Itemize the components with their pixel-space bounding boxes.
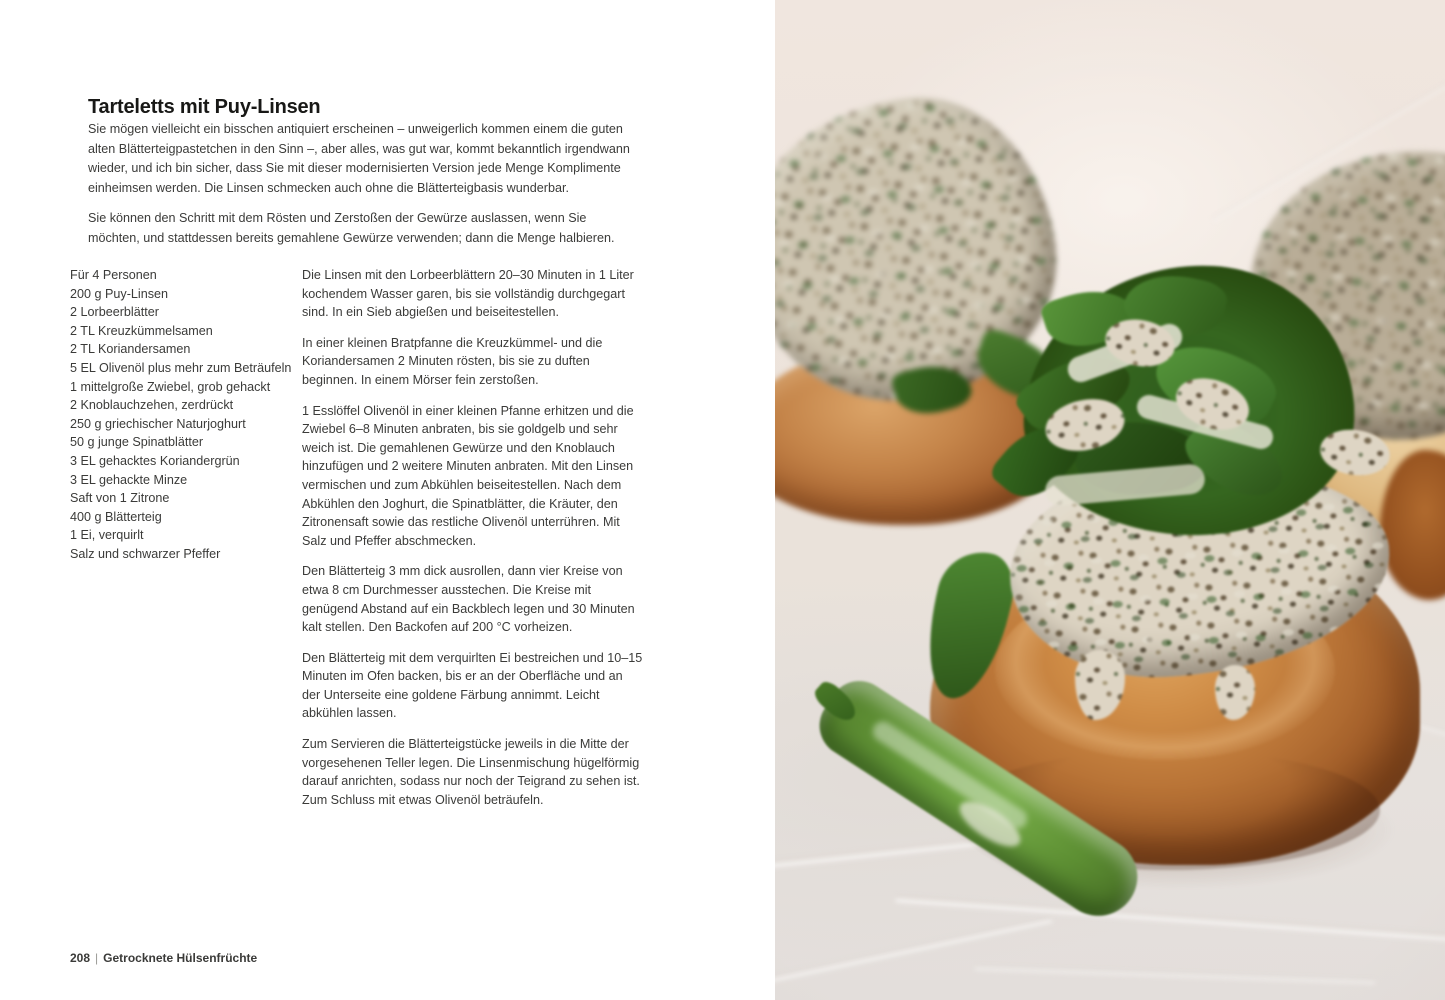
method-paragraph: Den Blätterteig mit dem verquirlten Ei bestreichen und 10–15 Minuten im Ofen backen, bis er an der Oberfläche und an der Unterseite eine goldene Färbung annimmt. Leicht abkühlen lassen. [302,650,643,721]
ingredients-column [70,266,298,564]
ingredient-item: 2 Lorbeerblätter [70,305,159,320]
servings-line: Für 4 Personen [70,268,157,282]
method-paragraph: Zum Servieren die Blätterteigstücke jeweils in die Mitte der vorgesehenen Teller legen. Die Linsenmischung hügelförmig darauf anrichten, sodass nur noch der Teigrand zu sehen ist. Zum Schluss mit etwas Olivenöl beträufeln. [302,737,640,807]
footer-divider: | [95,951,99,965]
method-paragraph: Die Linsen mit den Lorbeerblättern 20–30 Minuten in 1 Liter kochendem Wasser garen, bis sie vollständig durchgegart sind. In ein Sieb abgießen und beiseitestellen. [302,268,634,320]
ingredient-item: 2 TL Kreuzkümmelsamen [70,323,213,338]
method-paragraph: 1 Esslöffel Olivenöl in einer kleinen Pfanne erhitzen und die Zwiebel 6–8 Minuten anbraten, bis sie goldgelb und sehr weich ist. Die gemahlenen Gewürze und den Knoblauch hinzufügen und 2 weitere Minuten anbraten. Mit den Linsen vermischen und zum Abkühlen beiseitestellen. Nach dem Abkühlen den Joghurt, die Spinatblätter, die Kräuter, den Zitronensaft sowie das restliche Olivenöl unterrühren. Mit Salz und Pfeffer abschmecken. [302,403,634,548]
ingredient-item: 1 Ei, verquirlt [70,528,144,543]
ingredient-item: 250 g griechischer Naturjoghurt [70,416,246,431]
ingredient-item: 400 g Blätterteig [70,509,162,524]
ingredient-item: 2 TL Koriandersamen [70,342,191,357]
recipe-intro [88,120,640,259]
ingredient-item: 3 EL gehacktes Koriandergrün [70,453,240,468]
ingredient-item: 200 g Puy-Linsen [70,286,169,301]
ingredient-item: 50 g junge Spinatblätter [70,435,204,450]
ingredient-item: Saft von 1 Zitrone [70,491,170,506]
page-footer [70,951,257,965]
ingredient-item: 2 Knoblauchzehen, zerdrückt [70,398,234,413]
ingredient-item: 1 mittelgroße Zwiebel, grob gehackt [70,379,271,394]
recipe-title: Tarteletts mit Puy-Linsen [88,96,321,119]
page-number: 208 [70,951,91,965]
intro-paragraph: Sie können den Schritt mit dem Rösten und Zerstoßen der Gewürze auslassen, wenn Sie möchten, und stattdessen bereits gemahlene Gewürze verwenden; dann die Menge halbieren. [88,211,615,245]
chapter-title: Getrocknete Hülsenfrüchte [103,951,258,965]
method-paragraph: In einer kleinen Bratpfanne die Kreuzkümmel- und die Koriandersamen 2 Minuten rösten, bis sie zu duften beginnen. In einem Mörser fein zerstoßen. [302,335,603,387]
ingredient-item: Salz und schwarzer Pfeffer [70,546,221,561]
intro-paragraph: Sie mögen vielleicht ein bisschen antiquiert erscheinen – unweigerlich kommen einem die guten alten Blätterteigpastetchen in den Sinn –, aber alles, was gut war, kommt bekanntlich irgendwann wieder, und ich bin sicher, dass Sie mit dieser modernisierten Version jede Menge Komplimente einheimsen werden. Die Linsen schmecken auch ohne die Blätterteigbasis wunderbar. [88,122,630,195]
method-column [302,266,644,821]
sugar-snap-pea [805,660,1225,960]
ingredients-list [70,285,298,564]
ingredient-item: 5 EL Olivenöl plus mehr zum Beträufeln [70,360,292,375]
method-paragraph: Den Blätterteig 3 mm dick ausrollen, dann vier Kreise von etwa 8 cm Durchmesser ausstechen. Die Kreise mit genügend Abstand auf ein Backblech legen und 30 Minuten kalt stellen. Den Backofen auf 200 °C vorheizen. [302,564,635,635]
parchment-crease [975,965,1375,985]
recipe-photo [775,0,1445,1000]
ingredient-item: 3 EL gehackte Minze [70,472,188,487]
